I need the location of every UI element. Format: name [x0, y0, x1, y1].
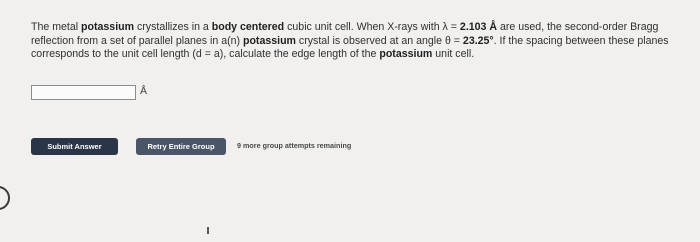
question-bold-wavelength: 2.103 Å: [459, 21, 498, 33]
page-edge-mark: [0, 186, 10, 210]
answer-input[interactable]: [31, 85, 136, 100]
question-text-part: are used, the second-order Bragg reflection from a set of parallel planes in a(n): [31, 21, 659, 47]
question-bold-angle: 23.25°: [462, 34, 494, 47]
question-text-part: . If the spacing between these planes corresponds to the unit cell length (d = a), calculate the edge length of the: [31, 34, 669, 61]
question-text-part: cubic unit cell. When X-rays with λ =: [284, 21, 460, 33]
submit-answer-button[interactable]: Submit Answer: [31, 138, 118, 155]
retry-entire-group-button[interactable]: Retry Entire Group: [136, 138, 226, 155]
question-text-part: The metal: [31, 21, 82, 33]
question-bold-potassium: potassium: [81, 21, 135, 33]
question-text: [31, 21, 671, 62]
answer-unit: Å: [140, 84, 148, 97]
answer-row: [31, 85, 147, 100]
question-bold-structure: body centered: [211, 21, 285, 33]
question-text-part: crystallizes in a: [134, 21, 212, 33]
question-bold-potassium: potassium: [379, 48, 433, 61]
question-text-part: unit cell.: [432, 48, 475, 61]
button-row: [31, 138, 351, 155]
attempts-remaining-text: 9 more group attempts remaining: [237, 140, 352, 150]
question-bold-potassium: potassium: [242, 34, 296, 47]
text-cursor-mark: [207, 227, 209, 234]
question-text-part: crystal is observed at an angle θ =: [295, 34, 463, 47]
